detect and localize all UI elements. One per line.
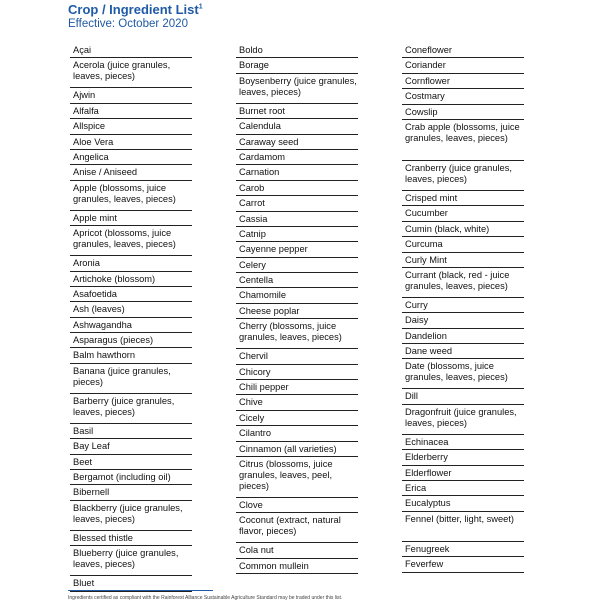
- ingredient-item: Beet: [70, 455, 192, 470]
- ingredient-item: Dane weed: [402, 344, 524, 359]
- ingredient-item: Cranberry (juice granules, leaves, pieces): [402, 161, 524, 191]
- footnote-divider: [68, 590, 213, 591]
- ingredient-item: Borage: [236, 58, 358, 73]
- ingredient-item: Blackberry (juice granules, leaves, pieces): [70, 501, 192, 531]
- ingredient-column-1: [70, 43, 192, 592]
- ingredient-item: Anise / Aniseed: [70, 165, 192, 180]
- ingredient-item: Fennel (bitter, light, sweet): [402, 512, 524, 542]
- ingredient-item: Centella: [236, 273, 358, 288]
- ingredient-item: Ashwagandha: [70, 318, 192, 333]
- ingredient-item: Blessed thistle: [70, 531, 192, 546]
- ingredient-item: Alfalfa: [70, 104, 192, 119]
- ingredient-item: Citrus (blossoms, juice granules, leaves, peel, pieces): [236, 457, 358, 498]
- ingredient-item: Chive: [236, 395, 358, 410]
- ingredient-item: Erica: [402, 481, 524, 496]
- ingredient-item: Carnation: [236, 165, 358, 180]
- ingredient-item: Balm hawthorn: [70, 348, 192, 363]
- ingredient-item: Crab apple (blossoms, juice granules, leaves, pieces): [402, 120, 524, 161]
- ingredient-item: Curly Mint: [402, 253, 524, 268]
- ingredient-item: Blueberry (juice granules, leaves, pieces): [70, 546, 192, 576]
- ingredient-item: Cola nut: [236, 543, 358, 558]
- ingredient-item: Asparagus (pieces): [70, 333, 192, 348]
- ingredient-item: Fenugreek: [402, 542, 524, 557]
- page-header: [68, 2, 203, 31]
- ingredient-item: Cassia: [236, 212, 358, 227]
- ingredient-item: Bay Leaf: [70, 439, 192, 454]
- ingredient-item: Calendula: [236, 119, 358, 134]
- ingredient-item: Cheese poplar: [236, 304, 358, 319]
- ingredient-item: Elderberry: [402, 450, 524, 465]
- ingredient-item: Chili pepper: [236, 380, 358, 395]
- ingredient-item: Feverfew: [402, 557, 524, 572]
- ingredient-item: Coriander: [402, 58, 524, 73]
- ingredient-item: Costmary: [402, 89, 524, 104]
- ingredient-item: Bibernell: [70, 485, 192, 500]
- ingredient-item: Cayenne pepper: [236, 242, 358, 257]
- ingredient-item: Allspice: [70, 119, 192, 134]
- ingredient-item: Bluet: [70, 576, 192, 591]
- ingredient-item: Common mullein: [236, 559, 358, 574]
- page-title: Crop / Ingredient List$^1$: [68, 2, 203, 17]
- ingredient-item: Carob: [236, 181, 358, 196]
- ingredient-item: Daisy: [402, 313, 524, 328]
- ingredient-item: Cinnamon (all varieties): [236, 442, 358, 457]
- ingredient-item: Coneflower: [402, 43, 524, 58]
- ingredient-item: Cowslip: [402, 105, 524, 120]
- ingredient-item: Dill: [402, 389, 524, 404]
- ingredient-item: Elderflower: [402, 466, 524, 481]
- ingredient-item: Cumin (black, white): [402, 222, 524, 237]
- ingredient-item: Apple mint: [70, 211, 192, 226]
- ingredient-item: Catnip: [236, 227, 358, 242]
- ingredient-item: Bergamot (including oil): [70, 470, 192, 485]
- ingredient-item: Chicory: [236, 365, 358, 380]
- ingredient-item: Barberry (juice granules, leaves, pieces): [70, 394, 192, 424]
- ingredient-item: Cilantro: [236, 426, 358, 441]
- effective-date: Effective: October 2020: [68, 18, 188, 30]
- ingredient-item: Caraway seed: [236, 135, 358, 150]
- ingredient-item: Cornflower: [402, 74, 524, 89]
- ingredient-item: Asafoetida: [70, 287, 192, 302]
- ingredient-item: Eucalyptus: [402, 496, 524, 511]
- ingredient-item: Artichoke (blossom): [70, 272, 192, 287]
- ingredient-item: Echinacea: [402, 435, 524, 450]
- ingredient-item: Dragonfruit (juice granules, leaves, pieces): [402, 405, 524, 435]
- ingredient-item: Banana (juice granules, pieces): [70, 364, 192, 394]
- ingredient-column-3: [402, 43, 524, 573]
- ingredient-item: Date (blossoms, juice granules, leaves, pieces): [402, 359, 524, 389]
- ingredient-item: Carrot: [236, 196, 358, 211]
- ingredient-item: Boldo: [236, 43, 358, 58]
- ingredient-item: Boysenberry (juice granules, leaves, pieces): [236, 74, 358, 104]
- ingredient-item: Chervil: [236, 349, 358, 364]
- ingredient-item: Cardamom: [236, 150, 358, 165]
- ingredient-item: Acerola (juice granules, leaves, pieces): [70, 58, 192, 88]
- ingredient-item: Clove: [236, 498, 358, 513]
- ingredient-item: Ajwin: [70, 88, 192, 103]
- ingredient-item: Curry: [402, 298, 524, 313]
- ingredient-item: Aloe Vera: [70, 135, 192, 150]
- ingredient-item: Basil: [70, 424, 192, 439]
- ingredient-item: Dandelion: [402, 329, 524, 344]
- ingredient-item: Cherry (blossoms, juice granules, leaves, pieces): [236, 319, 358, 349]
- ingredient-item: Cicely: [236, 411, 358, 426]
- ingredient-item: Aronia: [70, 256, 192, 271]
- ingredient-item: Currant (black, red - juice granules, leaves, pieces): [402, 268, 524, 298]
- ingredient-item: Apricot (blossoms, juice granules, leaves, pieces): [70, 226, 192, 256]
- ingredient-item: Açai: [70, 43, 192, 58]
- footnote-text: Ingredients certified as compliant with the Rainforest Alliance Sustainable Agriculture Standard may be traded under this list.: [68, 595, 343, 601]
- ingredient-column-2: [236, 43, 358, 574]
- ingredient-item: Coconut (extract, natural flavor, pieces): [236, 513, 358, 543]
- ingredient-item: Ash (leaves): [70, 302, 192, 317]
- ingredient-item: Celery: [236, 258, 358, 273]
- ingredient-item: Apple (blossoms, juice granules, leaves, pieces): [70, 181, 192, 211]
- ingredient-item: Chamomile: [236, 288, 358, 303]
- ingredient-item: Crisped mint: [402, 191, 524, 206]
- ingredient-item: Burnet root: [236, 104, 358, 119]
- ingredient-item: Angelica: [70, 150, 192, 165]
- ingredient-item: Curcuma: [402, 237, 524, 252]
- footnote-marker: 1: [198, 3, 203, 11]
- ingredient-item: Cucumber: [402, 206, 524, 221]
